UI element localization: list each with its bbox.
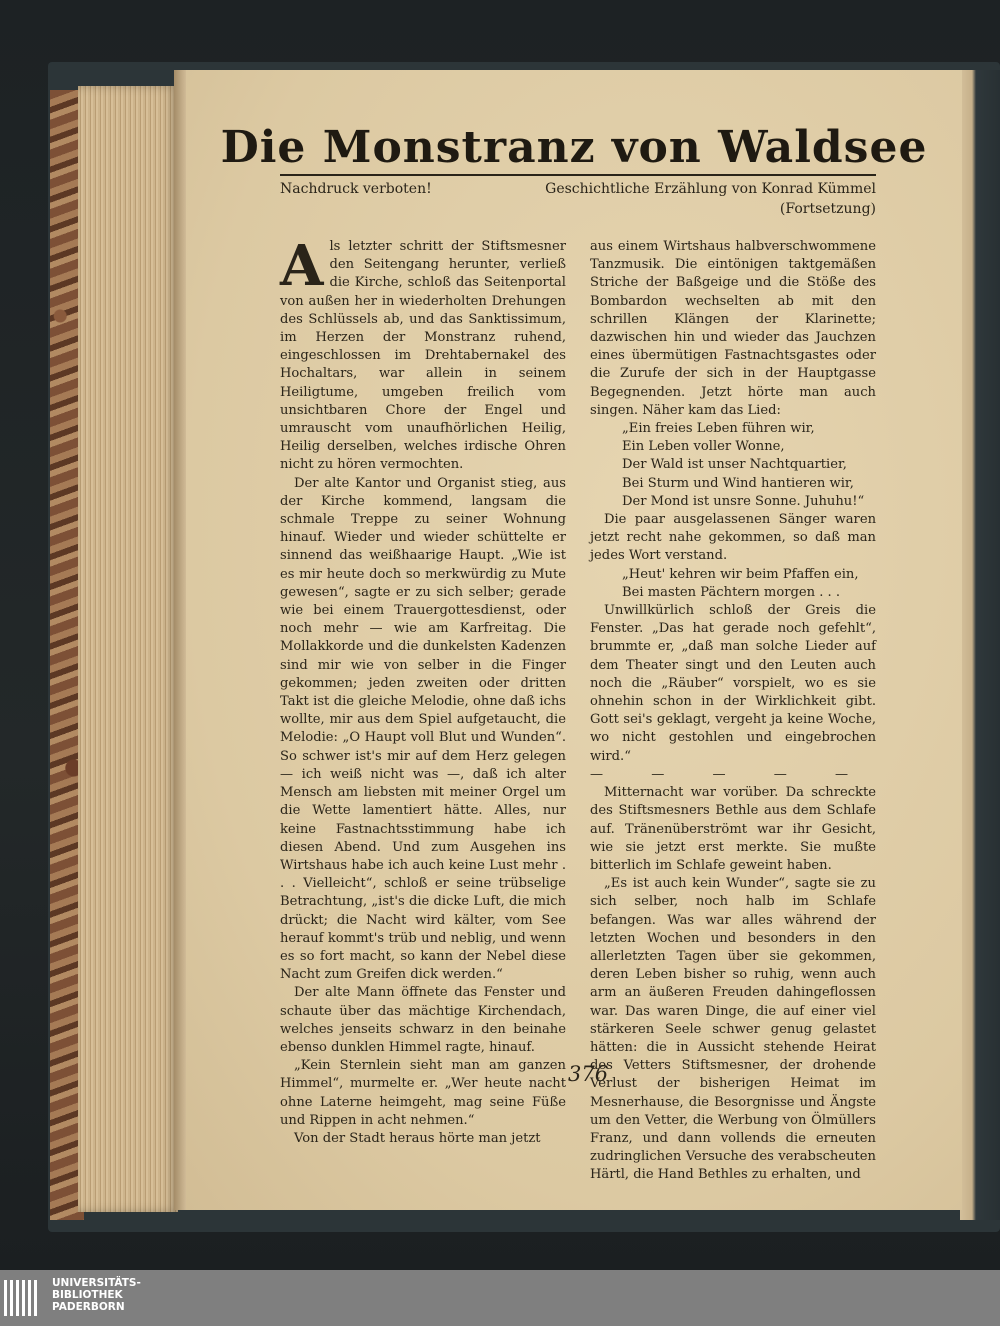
reprint-notice: Nachdruck verboten! — [280, 181, 432, 197]
paragraph: Mitternacht war vorüber. Da schreckte des Stiftsmesners Bethle aus dem Schlafe auf. Tränenüberströmt war ihr Gesicht, wie sie jetzt erst merkte. Sie mußte bitterlich im Schlafe geweint haben. — [590, 785, 876, 873]
paragraph: Von der Stadt heraus hörte man jetzt — [294, 1130, 541, 1146]
paragraph: „Es ist auch kein Wunder“, sagte sie zu sich selber, noch halb im Schlafe befangen. Was war alles während der letzten Wochen und besonders in den allerletzten Tagen über sie gekommen, deren Leben bisher so ruhig, wenn auch arm an äußeren Freuden dahingeflossen war. Das waren Dinge, die auf einer viel stärkeren Seele schwer genug gelastet hätten: die in Aussicht stehende Heirat des Vetters Stiftsmesner, der drohende Verlust der bisherigen Heimat im Mesnerhause, die Besorgnisse und Ängste um den Vetter, die Werbung von Ölmüllers Franz, und dann vollends die erneuten zudringlichen Versuche des verabscheuten Härtl, die Hand Bethles zu erhalten, und — [590, 876, 876, 1183]
paragraph — [280, 233, 566, 475]
paragraph-text: ls letzter schritt der Stiftsmesner den Seitengang herunter, verließ die Kirche, schloß das Seitenportal von außen her in wiederholten Drehungen des Schlüssels ab, und das Sanktissimum, im Herzen der Monstranz ruhend, eingeschlossen im Drehtabernakel des Hochaltars, war allein in seinem Heiligtume, umgeben freilich vom unsichtbaren Chore der Engel und umrauscht vom unaufhörlichen Heilig, Heilig derselben, welches irdische Ohren nicht zu hören vermochten. — [280, 239, 566, 473]
footer-bar — [0, 1270, 1000, 1326]
right-column — [590, 238, 876, 1185]
right-cover-edge — [960, 70, 1000, 1220]
paragraph: Der alte Mann öffnete das Fenster und schaute über das mächtige Kirchendach, welches jenseits schwarz in den beinahe ebenso dunklen Himmel ragte, hinauf. — [280, 985, 566, 1055]
page-stack — [78, 86, 178, 1212]
title-rule — [280, 174, 876, 176]
verse-line: Bei Sturm und Wind hantieren wir, — [622, 475, 854, 491]
verse-line: „Heut' kehren wir beim Pfaffen ein, — [622, 566, 859, 582]
continuation-label: (Fortsetzung) — [779, 201, 876, 217]
verse-line: Ein Leben voller Wonne, — [622, 439, 785, 455]
paragraph: Der alte Kantor und Organist stieg, aus der Kirche kommend, langsam die schmale Treppe zu seiner Wohnung hinauf. Wieder und wieder schüttelte er sinnend das weißhaarige Haupt. „Wie ist es mir heute doch so merkwürdig zu Mute gewesen“, sagte er zu sich selber; gerade wie bei einem Trauergottesdienst, oder noch mehr — wie am Karfreitag. Die Mollakkorde und die dunkelsten Kadenzen sind mir wie von selber in die Finger gekommen; jeden zweiten oder dritten Takt ist die gleiche Melodie, ohne daß ichs wollte, mir aus dem Spiel aufgetaucht, die Melodie: „O Haupt voll Blut und Wunden“. So schwer ist's mir auf dem Herz gelegen — ich weiß nicht was —, daß ich alter Mensch am liebsten mit meiner Orgel um die Wette lamentiert hätte. Alles, nur keine Fastnachtsstimmung habe ich diesen Abend. Und zum Ausgehen ins Wirtshaus habe ich auch keine Lust mehr . . . Vielleicht“, schloß er seine trübselige Betrachtung, „ist's die dicke Luft, die mich drückt; die Nacht wird kälter, vom See herauf kommt's trüb und neblig, und wenn es so fort macht, so kann der Nebel diese Nacht zum Greifen dick werden.“ — [280, 475, 566, 983]
library-logo-icon — [2, 1276, 42, 1320]
library-name-line: BIBLIOTHEK — [52, 1289, 123, 1301]
paragraph: Die paar ausgelassenen Sänger waren jetzt recht nahe gekommen, so daß man jedes Wort verstand. — [590, 512, 876, 564]
paragraph: Unwillkürlich schloß der Greis die Fenster. „Das hat gerade noch gefehlt“, brummte er, „daß man solche Lieder auf dem Theater singt und den Leuten auch noch die „Räuber“ vorspielt, wo es sie ohnehin schon in der Wirklichkeit gibt. Gott sei's geklagt, vergeht ja keine Woche, wo nicht gestohlen und eingebrochen wird.“ — [590, 603, 876, 764]
page-number: 376 — [568, 1062, 609, 1086]
section-separator: — — — — — — [590, 766, 871, 782]
library-name-line: UNIVERSITÄTS- — [52, 1277, 141, 1289]
paragraph: „Kein Sternlein sieht man am ganzen Himmel“, murmelte er. „Wer heute nacht ohne Laterne heimgeht, mag seine Füße und Rippen in acht nehmen.“ — [280, 1058, 566, 1128]
library-name — [52, 1277, 141, 1313]
left-column — [280, 233, 566, 1148]
verse-line: „Ein freies Leben führen wir, — [622, 421, 815, 437]
story-subtitle: Geschichtliche Erzählung von Konrad Kümmel — [545, 181, 876, 197]
page-title: Die Monstranz von Waldsee — [220, 122, 928, 173]
verse-line: Bei masten Pächtern morgen . . . — [622, 584, 841, 600]
drop-cap: A — [280, 233, 324, 299]
library-name-line: PADERBORN — [52, 1301, 125, 1313]
paragraph: aus einem Wirtshaus halbverschwommene Tanzmusik. Die eintönigen taktgemäßen Striche der Baßgeige und die Stöße des Bombardon wechselten ab mit den schrillen Klängen der Klarinette; dazwischen hin und wieder das Jauchzen eines übermütigen Fastnachtsgastes oder die Zurufe der sich in der Hauptgasse Begegnenden. Jetzt hörte man auch singen. Näher kam das Lied: — [590, 239, 876, 418]
verse-line: Der Wald ist unser Nachtquartier, — [622, 457, 847, 473]
verse-line: Der Mond ist unsre Sonne. Juhuhu!“ — [622, 493, 865, 509]
book-page — [186, 70, 962, 1210]
